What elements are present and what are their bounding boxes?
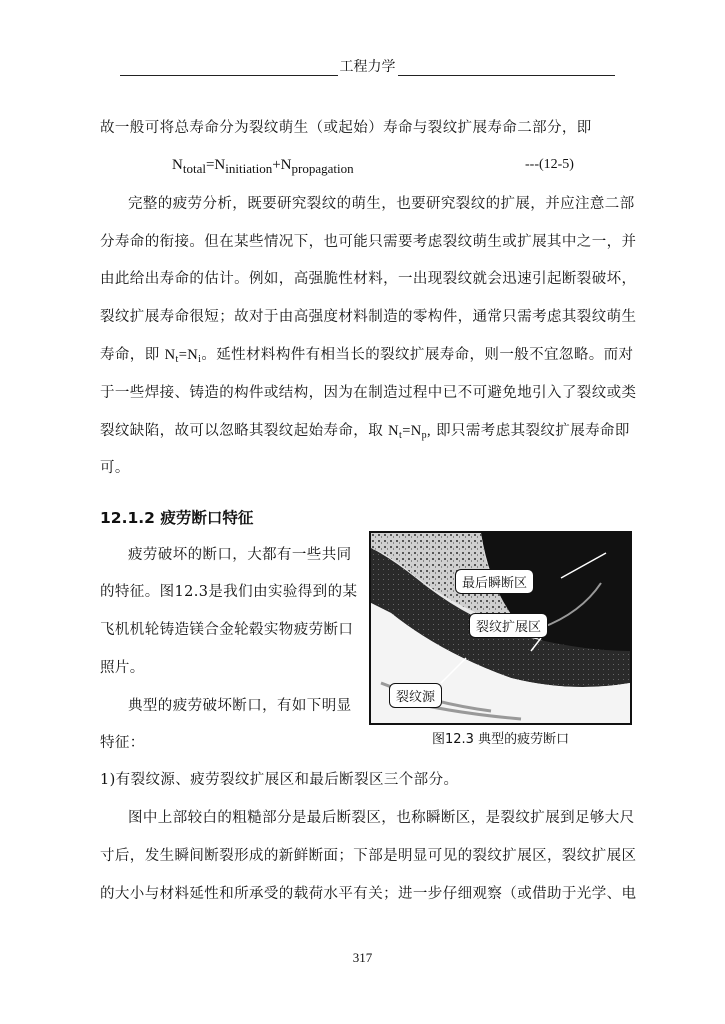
formula-eq: =N	[205, 157, 226, 173]
paragraph-line: 图中上部较白的粗糙部分是最后断裂区，也称瞬断区，是裂纹扩展到足够大尺	[128, 810, 635, 826]
paragraph-text: 即只需考虑其裂纹扩展寿命即	[436, 423, 630, 439]
section-text-line: 的特征。图12.3是我们由实验得到的某	[100, 584, 358, 600]
paragraph-text: 寿命，即	[100, 347, 160, 363]
paragraph-line: 于一些焊接、铸造的构件或结构，因为在制造过程中已不可避免地引入了裂纹或类	[100, 385, 637, 401]
section-text-line: 特征：	[100, 735, 145, 751]
list-item: 1)有裂纹源、疲劳裂纹扩展区和最后断裂区三个部分。	[100, 772, 459, 788]
section-text-line: 飞机机轮铸造镁合金轮毂实物疲劳断口	[100, 622, 354, 638]
formula-sub-total: total	[182, 161, 206, 176]
label-final-fracture-zone: 最后瞬断区	[455, 569, 534, 594]
section-title: 疲劳断口特征	[160, 509, 254, 527]
section-text-line: 照片。	[100, 660, 145, 676]
formula-sub-initiation: initiation	[225, 161, 273, 176]
label-crack-propagation-zone: 裂纹扩展区	[469, 613, 548, 638]
formula-plus: +N	[272, 157, 292, 173]
paragraph-line: 由此给出寿命的估计。例如，高强脆性材料，一出现裂纹就会迅速引起断裂破坏，	[100, 271, 637, 287]
paragraph-line: 裂纹扩展寿命很短；故对于由高强度材料制造的零构件，通常只需考虑其裂纹萌生	[100, 309, 637, 325]
formula-number: ---(12-5)	[525, 157, 574, 172]
section-heading	[100, 506, 253, 528]
fatigue-fracture-photo	[369, 531, 632, 725]
intro-paragraph: 故一般可将总寿命分为裂纹萌生（或起始）寿命与裂纹扩展寿命二部分，即	[100, 120, 592, 136]
formula-12-5	[172, 157, 354, 177]
page-header	[120, 58, 615, 76]
formula-sub-propagation: propagation	[291, 161, 354, 176]
label-crack-origin: 裂纹源	[389, 683, 442, 708]
paragraph-text: 延性材料构件有相当长的裂纹扩展寿命，则一般不宜忽略。而对	[216, 347, 634, 363]
section-number: 12.1.2	[100, 509, 155, 527]
paragraph-line: 分寿命的衔接。但在某些情况下，也可能只需要考虑裂纹萌生或扩展其中之一，并	[100, 234, 637, 250]
header-title: 工程力学	[339, 59, 396, 75]
paragraph-line-eq	[100, 421, 630, 446]
formula-n: N	[172, 157, 183, 173]
paragraph-line: 寸后，发生瞬间断裂形成的新鲜断面；下部是明显可见的裂纹扩展区，裂纹扩展区	[100, 848, 637, 864]
inline-equation: $N_t=N_p$,	[388, 423, 432, 441]
inline-equation: $N_t=N_i$。	[164, 347, 217, 365]
section-text-line: 典型的疲劳破坏断口，有如下明显	[128, 698, 352, 714]
figure-caption: 图12.3 典型的疲劳断口	[432, 732, 570, 747]
page-number: 317	[352, 950, 373, 965]
paragraph-line: 完整的疲劳分析，既要研究裂纹的萌生，也要研究裂纹的扩展，并应注意二部	[128, 196, 635, 212]
paragraph-text: 裂纹缺陷，故可以忽略其裂纹起始寿命，取	[100, 423, 384, 439]
section-text-line: 疲劳破坏的断口，大都有一些共同	[128, 547, 352, 563]
paragraph-line: 的大小与材料延性和所承受的载荷水平有关；进一步仔细观察（或借助于光学、电	[100, 886, 637, 902]
paragraph-line: 可。	[100, 460, 130, 476]
paragraph-line-eq	[100, 345, 633, 370]
